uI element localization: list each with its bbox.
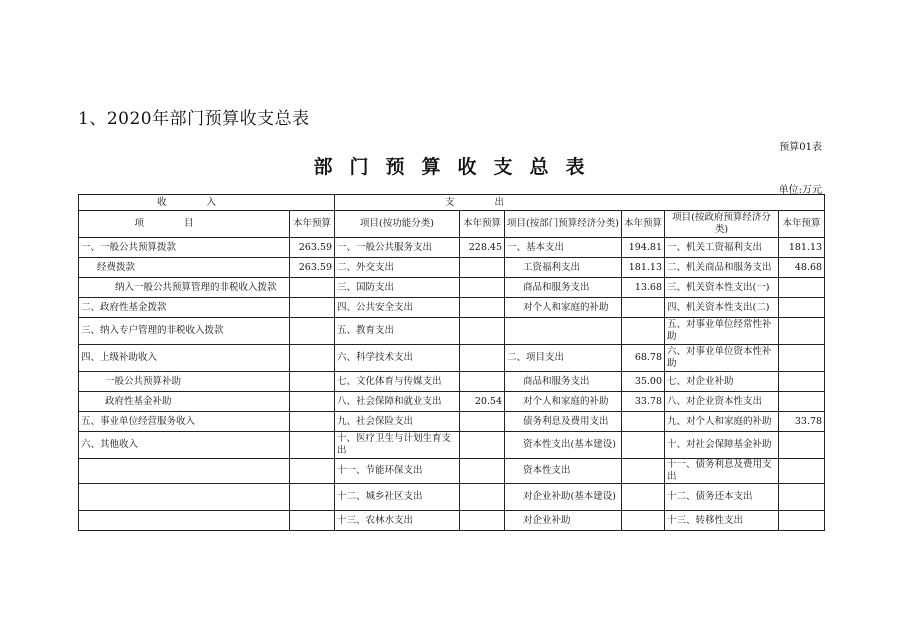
unit-label: 单位:万元 <box>778 185 822 196</box>
income-amount-cell <box>290 278 335 298</box>
gov-item-cell: 一、机关工资福利支出 <box>665 238 779 258</box>
header-dept-amount: 本年预算 <box>622 211 665 238</box>
func-amount-cell <box>460 372 505 392</box>
income-amount-cell <box>290 392 335 412</box>
header-dept-item: 项目(按部门预算经济分类) <box>505 211 622 238</box>
table-row <box>79 345 825 372</box>
dept-amount-cell <box>622 298 665 318</box>
table-row <box>79 298 825 318</box>
gov-item-cell: 六、对事业单位资本性补助 <box>665 345 779 372</box>
budget-summary-table <box>78 194 825 531</box>
dept-item-cell: 资本性支出(基本建设) <box>505 432 622 459</box>
income-amount-cell: 263.59 <box>290 238 335 258</box>
func-amount-cell <box>460 432 505 459</box>
gov-item-cell: 二、机关商品和服务支出 <box>665 258 779 278</box>
income-item-cell: 纳入一般公共预算管理的非税收入拨款 <box>79 278 290 298</box>
dept-item-cell: 商品和服务支出 <box>505 372 622 392</box>
income-amount-cell <box>290 372 335 392</box>
dept-item-cell: 对企业补助 <box>505 511 622 531</box>
income-item-cell <box>79 484 290 511</box>
func-amount-cell: 20.54 <box>460 392 505 412</box>
income-item-cell: 二、政府性基金拨款 <box>79 298 290 318</box>
func-amount-cell <box>460 484 505 511</box>
func-amount-cell <box>460 298 505 318</box>
func-amount-cell <box>460 318 505 345</box>
func-item-cell: 十三、农林水支出 <box>335 511 460 531</box>
income-amount-cell <box>290 432 335 459</box>
income-item-cell: 政府性基金补助 <box>79 392 290 412</box>
income-item-cell: 一般公共预算补助 <box>79 372 290 392</box>
gov-amount-cell <box>779 298 825 318</box>
income-amount-cell: 263.59 <box>290 258 335 278</box>
header-func-item: 项目(按功能分类) <box>335 211 460 238</box>
dept-amount-cell <box>622 511 665 531</box>
header-gov-item: 项目(按政府预算经济分类) <box>665 211 779 238</box>
income-item-cell <box>79 511 290 531</box>
func-item-cell: 二、外交支出 <box>335 258 460 278</box>
column-header-row <box>79 211 825 238</box>
func-amount-cell <box>460 412 505 432</box>
dept-item-cell: 债务利息及费用支出 <box>505 412 622 432</box>
page-heading: 1、2020年部门预算收支总表 <box>78 109 310 129</box>
dept-item-cell: 对企业补助(基本建设) <box>505 484 622 511</box>
dept-amount-cell <box>622 459 665 484</box>
func-item-cell: 一、一般公共服务支出 <box>335 238 460 258</box>
gov-item-cell: 十一、债务利息及费用支出 <box>665 459 779 484</box>
dept-item-cell: 工资福利支出 <box>505 258 622 278</box>
header-income-item: 项目 <box>79 211 290 238</box>
func-item-cell: 三、国防支出 <box>335 278 460 298</box>
dept-item-cell: 商品和服务支出 <box>505 278 622 298</box>
income-item-cell <box>79 459 290 484</box>
func-amount-cell <box>460 459 505 484</box>
header-gov-amount: 本年预算 <box>779 211 825 238</box>
income-amount-cell <box>290 298 335 318</box>
income-amount-cell <box>290 511 335 531</box>
gov-item-cell: 十二、债务还本支出 <box>665 484 779 511</box>
gov-item-cell: 八、对企业资本性支出 <box>665 392 779 412</box>
dept-item-cell: 一、基本支出 <box>505 238 622 258</box>
func-item-cell: 十、医疗卫生与计划生育支出 <box>335 432 460 459</box>
func-amount-cell <box>460 345 505 372</box>
func-item-cell: 八、社会保障和就业支出 <box>335 392 460 412</box>
header-income-amount: 本年预算 <box>290 211 335 238</box>
form-number: 预算01表 <box>779 142 822 153</box>
income-amount-cell <box>290 459 335 484</box>
dept-amount-cell: 13.68 <box>622 278 665 298</box>
table-row <box>79 278 825 298</box>
func-item-cell: 四、公共安全支出 <box>335 298 460 318</box>
section-income: 收入 <box>79 195 335 211</box>
dept-amount-cell: 33.78 <box>622 392 665 412</box>
gov-amount-cell: 48.68 <box>779 258 825 278</box>
income-item-cell: 六、其他收入 <box>79 432 290 459</box>
gov-item-cell: 七、对企业补助 <box>665 372 779 392</box>
dept-amount-cell <box>622 412 665 432</box>
income-item-cell: 四、上级补助收入 <box>79 345 290 372</box>
income-amount-cell <box>290 412 335 432</box>
table-row <box>79 412 825 432</box>
func-amount-cell <box>460 258 505 278</box>
table-row <box>79 392 825 412</box>
func-item-cell: 十一、节能环保支出 <box>335 459 460 484</box>
section-expense: 支出 <box>335 195 825 211</box>
gov-item-cell: 十、对社会保障基金补助 <box>665 432 779 459</box>
table-row <box>79 511 825 531</box>
func-item-cell: 七、文化体育与传媒支出 <box>335 372 460 392</box>
income-amount-cell <box>290 345 335 372</box>
table-row <box>79 459 825 484</box>
func-item-cell: 六、科学技术支出 <box>335 345 460 372</box>
func-amount-cell <box>460 278 505 298</box>
table-row <box>79 432 825 459</box>
gov-amount-cell <box>779 318 825 345</box>
income-item-cell: 一、一般公共预算拨款 <box>79 238 290 258</box>
gov-amount-cell <box>779 511 825 531</box>
dept-item-cell: 资本性支出 <box>505 459 622 484</box>
table-row <box>79 372 825 392</box>
gov-item-cell: 十三、转移性支出 <box>665 511 779 531</box>
dept-item-cell <box>505 318 622 345</box>
table-row <box>79 238 825 258</box>
gov-amount-cell: 33.78 <box>779 412 825 432</box>
income-item-cell: 经费拨款 <box>79 258 290 278</box>
dept-item-cell: 二、项目支出 <box>505 345 622 372</box>
gov-item-cell: 四、机关资本性支出(二) <box>665 298 779 318</box>
table-row <box>79 484 825 511</box>
dept-amount-cell: 194.81 <box>622 238 665 258</box>
gov-item-cell: 九、对个人和家庭的补助 <box>665 412 779 432</box>
dept-amount-cell <box>622 484 665 511</box>
gov-amount-cell <box>779 459 825 484</box>
func-amount-cell: 228.45 <box>460 238 505 258</box>
func-amount-cell <box>460 511 505 531</box>
dept-item-cell: 对个人和家庭的补助 <box>505 392 622 412</box>
dept-amount-cell <box>622 318 665 345</box>
table-row <box>79 258 825 278</box>
gov-amount-cell <box>779 278 825 298</box>
func-item-cell: 五、教育支出 <box>335 318 460 345</box>
dept-amount-cell: 68.78 <box>622 345 665 372</box>
func-item-cell: 十二、城乡社区支出 <box>335 484 460 511</box>
table-title: 部门预算收支总表 <box>313 156 602 178</box>
gov-item-cell: 五、对事业单位经常性补助 <box>665 318 779 345</box>
income-item-cell: 五、事业单位经营服务收入 <box>79 412 290 432</box>
income-amount-cell <box>290 318 335 345</box>
gov-amount-cell: 181.13 <box>779 238 825 258</box>
gov-amount-cell <box>779 372 825 392</box>
gov-item-cell: 三、机关资本性支出(一) <box>665 278 779 298</box>
header-func-amount: 本年预算 <box>460 211 505 238</box>
gov-amount-cell <box>779 432 825 459</box>
dept-item-cell: 对个人和家庭的补助 <box>505 298 622 318</box>
gov-amount-cell <box>779 345 825 372</box>
dept-amount-cell: 35.00 <box>622 372 665 392</box>
table-row <box>79 318 825 345</box>
income-amount-cell <box>290 484 335 511</box>
gov-amount-cell <box>779 392 825 412</box>
section-header-row <box>79 195 825 211</box>
dept-amount-cell <box>622 432 665 459</box>
gov-amount-cell <box>779 484 825 511</box>
dept-amount-cell: 181.13 <box>622 258 665 278</box>
func-item-cell: 九、社会保险支出 <box>335 412 460 432</box>
income-item-cell: 三、纳入专户管理的非税收入拨款 <box>79 318 290 345</box>
